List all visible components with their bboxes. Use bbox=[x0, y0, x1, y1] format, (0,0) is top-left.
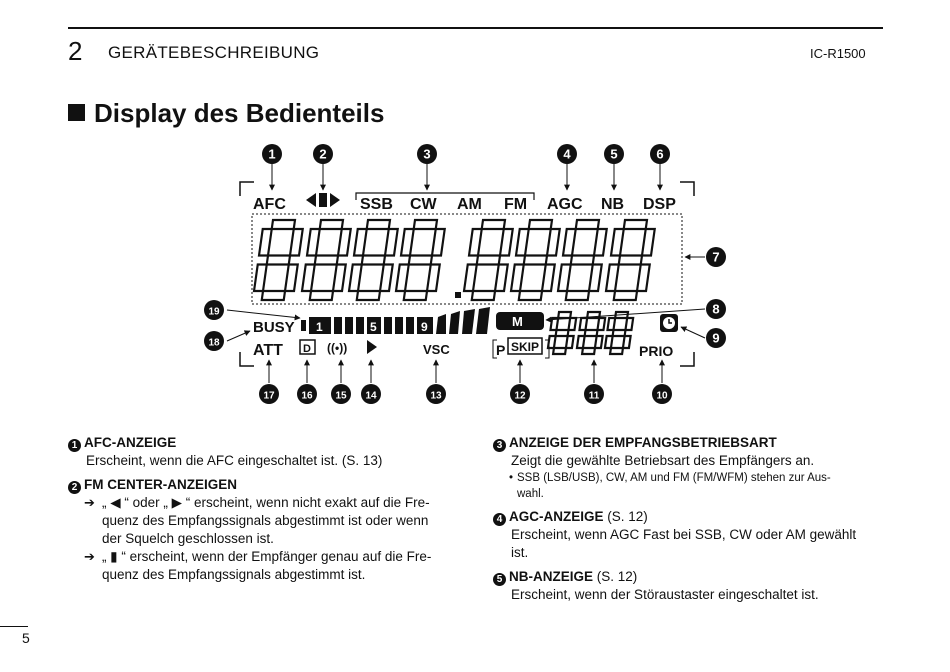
callout-6 bbox=[650, 144, 670, 164]
item-text: Erscheint, wenn der Störaustaster eingeschaltet ist. bbox=[511, 587, 819, 602]
d-label: D bbox=[303, 343, 311, 355]
busy-label: BUSY bbox=[253, 319, 295, 336]
item-number: 3 bbox=[493, 439, 506, 452]
frequency-digit bbox=[510, 220, 561, 300]
waves-label: ((•)) bbox=[327, 341, 348, 355]
svg-text:6: 6 bbox=[656, 146, 664, 162]
svg-text:14: 14 bbox=[365, 390, 377, 402]
frequency-digits bbox=[253, 220, 656, 300]
callout-13 bbox=[426, 384, 446, 404]
svg-text:15: 15 bbox=[335, 390, 347, 402]
s-meter-1: 1 bbox=[316, 320, 323, 334]
svg-text:8: 8 bbox=[712, 301, 720, 317]
chapter-number: 2 bbox=[68, 36, 83, 66]
svg-text:9: 9 bbox=[712, 330, 720, 346]
dsp-label: DSP bbox=[643, 196, 676, 213]
frequency-digit bbox=[605, 220, 656, 300]
svg-text:18: 18 bbox=[208, 337, 220, 349]
item-title: FM CENTER-ANZEIGEN bbox=[84, 477, 237, 492]
nb-label: NB bbox=[601, 196, 625, 213]
fm-label: FM bbox=[504, 196, 528, 213]
svg-text:5: 5 bbox=[610, 146, 618, 162]
item-number: 2 bbox=[68, 481, 81, 494]
frequency-digit bbox=[348, 220, 399, 300]
svg-text:11: 11 bbox=[588, 390, 600, 402]
s-meter-5: 5 bbox=[370, 320, 377, 334]
page-ref: (S. 12) bbox=[607, 509, 648, 524]
item-title: ANZEIGE DER EMPFANGSBETRIEBSART bbox=[509, 435, 777, 450]
vsc-label: VSC bbox=[423, 342, 450, 357]
s-meter-9: 9 bbox=[421, 320, 428, 334]
section-title: Display des Bedienteils bbox=[68, 98, 384, 129]
svg-text:17: 17 bbox=[263, 390, 275, 402]
prio-label: PRIO bbox=[639, 343, 674, 359]
callout-11 bbox=[584, 384, 604, 404]
channel-digit bbox=[604, 312, 634, 354]
ssb-label: SSB bbox=[360, 196, 393, 213]
bullet-item: • SSB (LSB/USB), CW, AM und FM (FM/WFM) stehen zur Aus- wahl. bbox=[493, 470, 885, 502]
memory-channel-digits bbox=[547, 312, 634, 354]
model-name: IC-R1500 bbox=[810, 46, 866, 61]
channel-digit bbox=[576, 312, 606, 354]
callout-17 bbox=[259, 384, 279, 404]
item-title: AFC-ANZEIGE bbox=[84, 435, 177, 450]
right-column bbox=[493, 434, 885, 610]
callout-15 bbox=[331, 384, 351, 404]
left-column bbox=[68, 434, 458, 590]
callout-19 bbox=[204, 300, 224, 320]
page-number: 5 bbox=[22, 630, 30, 646]
svg-text:19: 19 bbox=[208, 306, 220, 318]
play-icon bbox=[367, 340, 377, 354]
frequency-digit bbox=[253, 220, 304, 300]
s-meter bbox=[301, 307, 490, 334]
callout-8 bbox=[706, 299, 726, 319]
item-number: 5 bbox=[493, 573, 506, 586]
svg-text:13: 13 bbox=[430, 390, 442, 402]
fm-center-icon bbox=[306, 193, 340, 207]
item-agc bbox=[493, 508, 885, 562]
frequency-digit bbox=[463, 220, 514, 300]
item-text: ist. bbox=[511, 545, 529, 560]
item-title: AGC-ANZEIGE bbox=[509, 509, 604, 524]
svg-text:4: 4 bbox=[563, 146, 571, 162]
item-title: NB-ANZEIGE bbox=[509, 569, 593, 584]
callout-10 bbox=[652, 384, 672, 404]
svg-text:10: 10 bbox=[656, 390, 668, 402]
item-fm-center bbox=[68, 476, 458, 584]
callout-4 bbox=[557, 144, 577, 164]
item-text: Erscheint, wenn AGC Fast bei SSB, CW oder AM gewählt bbox=[511, 527, 857, 542]
item-text: Erscheint, wenn die AFC eingeschaltet ist. (S. 13) bbox=[86, 453, 383, 468]
frequency-digit bbox=[557, 220, 608, 300]
cw-label: CW bbox=[410, 196, 437, 213]
afc-label: AFC bbox=[253, 196, 286, 213]
svg-text:2: 2 bbox=[319, 146, 327, 162]
callout-5 bbox=[604, 144, 624, 164]
callout-3 bbox=[417, 144, 437, 164]
svg-text:3: 3 bbox=[423, 146, 431, 162]
p-label: P bbox=[496, 342, 506, 358]
decimal-point bbox=[455, 292, 461, 298]
callout-14 bbox=[361, 384, 381, 404]
arrow-right-icon: ➔ bbox=[84, 549, 95, 564]
item-afc bbox=[68, 434, 458, 470]
am-label: AM bbox=[457, 196, 482, 213]
callout-16 bbox=[297, 384, 317, 404]
callout-12 bbox=[510, 384, 530, 404]
memory-m-label: M bbox=[512, 314, 523, 329]
svg-text:16: 16 bbox=[301, 390, 313, 402]
item-text: Zeigt die gewählte Betriebsart des Empfängers an. bbox=[511, 453, 815, 468]
arrow-right-icon: ➔ bbox=[84, 495, 95, 510]
svg-text:1: 1 bbox=[268, 146, 276, 162]
callout-2 bbox=[313, 144, 333, 164]
callout-9 bbox=[706, 328, 726, 348]
svg-text:7: 7 bbox=[712, 249, 720, 265]
skip-label: SKIP bbox=[511, 340, 540, 354]
att-label: ATT bbox=[253, 342, 283, 359]
frequency-digit bbox=[395, 220, 446, 300]
frequency-digit bbox=[301, 220, 352, 300]
clock-icon bbox=[660, 314, 678, 332]
item-mode bbox=[493, 434, 885, 502]
item-number: 1 bbox=[68, 439, 81, 452]
item-nb bbox=[493, 568, 885, 604]
callout-7 bbox=[706, 247, 726, 267]
page-ref: (S. 12) bbox=[596, 569, 638, 584]
arrow-paragraph: ➔ „ ◀ “ oder „ ▶ “ erscheint, wenn nicht exakt auf die Fre- quenz des Empfangssignals abgestimmt ist oder wenn der Squelch geschlossen ist. bbox=[84, 495, 430, 546]
item-number: 4 bbox=[493, 513, 506, 526]
footer-rule bbox=[0, 626, 28, 627]
chapter-title: GERÄTEBESCHREIBUNG bbox=[108, 43, 320, 62]
callout-18 bbox=[204, 331, 224, 351]
svg-text:12: 12 bbox=[514, 390, 526, 402]
arrow-paragraph: ➔ „ ▮ “ erscheint, wenn der Empfänger genau auf die Fre- quenz des Empfangssignals abgestimmt ist. bbox=[84, 549, 432, 582]
callout-1 bbox=[262, 144, 282, 164]
agc-label: AGC bbox=[547, 196, 583, 213]
